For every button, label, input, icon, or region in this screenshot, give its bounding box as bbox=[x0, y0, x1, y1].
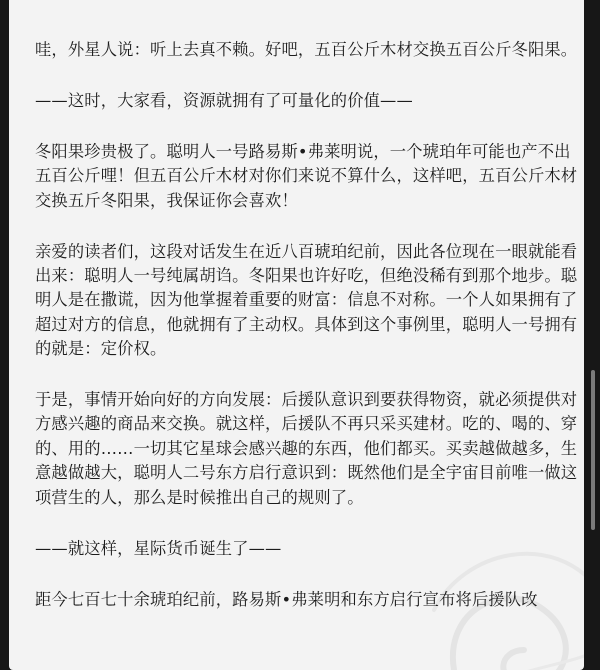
paragraph: 哇，外星人说：听上去真不赖。好吧，五百公斤木材交换五百公斤冬阳果。 bbox=[35, 40, 578, 59]
paragraph: 于是，事情开始向好的方向发展：后援队意识到要获得物资，就必须提供对方感兴趣的商品来交换。就这样，后援队不再只采买建材。吃的、喝的、穿的、用的……一切其它星球会感兴趣的东西，他们都买。买卖越做越多，生意越做越大，聪明人二号东方启行意识到：既然他们是全宇宙目前唯一做这项营生的人，那么是时候推出自己的规则了。 bbox=[35, 390, 578, 507]
document-page bbox=[9, 0, 584, 670]
section-divider-heading: ——就这样，星际货币诞生了—— bbox=[35, 538, 282, 558]
paragraph: 距今七百七十余琥珀纪前，路易斯•弗莱明和东方启行宣布将后援队改 bbox=[35, 589, 538, 609]
document-body bbox=[35, 38, 583, 638]
scrollbar-thumb[interactable] bbox=[591, 370, 595, 530]
paragraph: 冬阳果珍贵极了。聪明人一号路易斯•弗莱明说，一个琥珀年可能也产不出五百公斤哩！但五百公斤木材对你们来说不算什么，这样吧，五百公斤木材交换五斤冬阳果，我保证你会喜欢！ bbox=[35, 141, 578, 210]
vertical-scrollbar[interactable] bbox=[588, 0, 600, 670]
section-divider-heading: ——这时，大家看，资源就拥有了可量化的价值—— bbox=[35, 90, 413, 110]
paragraph: 亲爱的读者们，这段对话发生在近八百琥珀纪前，因此各位现在一眼就能看出来：聪明人一号纯属胡诌。冬阳果也许好吃，但绝没稀有到那个地步。聪明人是在撒谎，因为他掌握着重要的财富：信息不对称。一个人如果拥有了超过对方的信息，他就拥有了主动权。具体到这个事例里，聪明人一号拥有的就是：定价权。 bbox=[35, 241, 578, 359]
